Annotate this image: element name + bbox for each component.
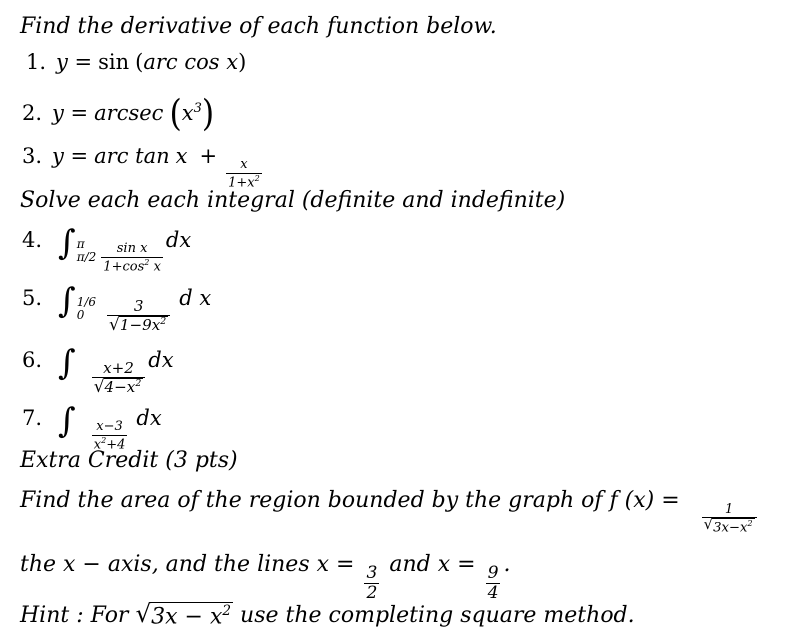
problem-7-den-post: +4 <box>106 437 126 453</box>
problem-5-radicand <box>119 316 168 334</box>
problem-4-den-post: x <box>149 259 161 275</box>
problem-number-4: 4. <box>21 228 42 252</box>
problem-2-fn: arcsec <box>94 101 164 126</box>
fraction-numerator: 3 <box>366 562 378 583</box>
hint-line <box>20 599 635 630</box>
problem-4-differential: dx <box>165 228 192 252</box>
problem-5-fraction-numerator: 3 <box>133 297 144 316</box>
integral-sign-7: ∫ <box>58 401 76 442</box>
integral-sign-4: ∫ <box>58 223 76 264</box>
problem-3-fraction <box>226 158 262 190</box>
extra-credit-sqrt <box>704 518 755 536</box>
section-heading-derivatives <box>20 14 497 39</box>
extra-credit-heading <box>20 448 238 473</box>
problem-1-paren-close: ) <box>238 50 247 74</box>
problem-3-lhs: y = <box>52 144 89 168</box>
problem-5-radicand-text: 1−9x <box>119 316 161 335</box>
problem-2-lhs: y = <box>52 101 89 126</box>
problem-number-7: 7. <box>21 406 42 430</box>
extra-credit-fraction <box>702 503 757 537</box>
extra-credit-heading-text: Extra Credit (3 pts) <box>20 448 238 473</box>
problem-1-inner: arc cos x <box>143 50 239 74</box>
extra-credit-line-2 <box>20 552 510 603</box>
extra-credit-line-1 <box>20 488 760 536</box>
extra-credit-fraction-denominator <box>702 517 757 536</box>
integral-limits-5 <box>77 296 96 321</box>
problem-6-radicand-text: 4−x <box>104 378 136 397</box>
problem-number-1: 1. <box>25 50 46 74</box>
integral-sign-6: ∫ <box>58 343 76 384</box>
hint-radicand <box>150 602 233 629</box>
fraction-denominator: 2 <box>366 582 378 603</box>
radical-icon: √ <box>135 599 152 628</box>
extra-credit-line-2-pre: the x − axis, and the lines x = <box>20 552 362 577</box>
problem-row-4 <box>4 223 192 275</box>
problem-5-fraction-denominator <box>107 315 170 334</box>
problem-7-differential: dx <box>136 406 162 430</box>
problem-number-3: 3. <box>21 144 42 168</box>
hint-radicand-exponent: 2 <box>222 603 232 619</box>
problem-expression-6 <box>52 343 174 397</box>
extra-credit-line-2-mid: and x = <box>382 552 483 577</box>
problem-6-sqrt <box>94 378 144 396</box>
problem-4-den-pre: 1+cos <box>103 259 145 275</box>
problem-row-5 <box>4 281 212 335</box>
extra-credit-radicand-exponent: 2 <box>747 518 753 529</box>
extra-credit-line-2-end: . <box>503 552 511 577</box>
problem-3-fraction-numerator: x <box>240 157 248 173</box>
problem-2-base: x <box>181 101 194 126</box>
integral-limits-4 <box>77 238 97 263</box>
hint-radicand-text: 3x − x <box>151 604 223 630</box>
problem-3-fn: arc tan <box>94 144 170 168</box>
problem-2-paren-open: ( <box>169 93 182 135</box>
section-heading-derivatives-text: Find the derivative of each function below. <box>20 14 497 39</box>
integral-upper-limit-4: π <box>76 237 85 252</box>
integral-sign-5: ∫ <box>58 281 76 322</box>
radical-icon: √ <box>109 314 120 335</box>
problem-row-1 <box>8 50 246 74</box>
problem-6-fraction-numerator: x+2 <box>103 359 134 378</box>
problem-4-den-exponent: 2 <box>144 258 150 268</box>
hint-pre-text: Hint : For <box>20 603 136 628</box>
problem-5-sqrt <box>109 316 168 334</box>
problem-6-fraction <box>92 360 146 396</box>
problem-1-lhs: y = <box>56 50 93 74</box>
problem-expression-7 <box>52 401 162 453</box>
problem-4-fraction-denominator <box>101 257 163 275</box>
extra-credit-fraction-three-halves <box>364 564 379 603</box>
extra-credit-fraction-numerator: 1 <box>724 501 734 517</box>
section-heading-integrals <box>20 188 565 213</box>
problem-row-3 <box>4 144 265 191</box>
integral-lower-limit-5: 0 <box>76 307 85 322</box>
problem-expression-1 <box>56 50 246 74</box>
problem-2-paren-close: ) <box>201 93 215 135</box>
radical-icon: √ <box>93 376 105 397</box>
problem-6-fraction-denominator <box>92 377 146 396</box>
problem-row-2 <box>4 93 215 135</box>
section-heading-integrals-text: Solve each each integral (definite and indefinite) <box>20 188 566 213</box>
problem-1-fn: sin <box>98 50 130 74</box>
problem-7-fraction-numerator: x−3 <box>96 419 123 435</box>
problem-2-exponent: 3 <box>193 101 202 117</box>
problem-expression-5 <box>52 281 212 335</box>
extra-credit-line-1-text: Find the area of the region bounded by the graph of f (x) = <box>20 488 687 513</box>
problem-row-6 <box>4 343 174 397</box>
problem-5-radicand-exponent: 2 <box>160 316 167 328</box>
problem-number-6: 6. <box>21 348 42 372</box>
problem-expression-4 <box>52 223 192 275</box>
problem-6-differential: dx <box>148 348 174 372</box>
fraction-denominator: 4 <box>487 582 499 603</box>
problem-1-paren-open: ( <box>135 50 144 74</box>
extra-credit-fraction-nine-fourths <box>486 564 501 603</box>
integral-upper-limit-5: 1/6 <box>76 295 97 310</box>
problem-7-den-exponent: 2 <box>101 436 107 446</box>
fraction-numerator: 9 <box>487 562 499 583</box>
problem-expression-2 <box>52 93 215 135</box>
problem-expression-3 <box>52 144 265 191</box>
extra-credit-radicand <box>712 518 755 536</box>
problem-3-den-exponent: 2 <box>254 174 260 184</box>
hint-post-text: use the completing square method. <box>233 603 635 628</box>
problem-3-plus: + <box>199 144 218 168</box>
hint-sqrt <box>135 599 233 630</box>
extra-credit-radicand-text: 3x−x <box>713 520 748 536</box>
problem-number-2: 2. <box>21 101 42 126</box>
problem-number-5: 5. <box>21 286 42 310</box>
radical-icon: √ <box>703 516 714 534</box>
problem-3-var: x <box>175 144 188 168</box>
integral-lower-limit-4: π/2 <box>76 249 97 264</box>
problem-4-fraction <box>101 242 163 274</box>
problem-5-differential: d x <box>179 286 212 310</box>
problem-3-den-text: 1+x <box>228 175 255 191</box>
problem-5-fraction <box>107 298 170 334</box>
problem-row-7 <box>4 401 162 453</box>
problem-6-radicand <box>104 378 144 396</box>
problem-6-radicand-exponent: 2 <box>135 378 142 390</box>
problem-4-fraction-numerator: sin x <box>116 241 148 257</box>
problem-7-den-pre: x <box>93 437 102 453</box>
